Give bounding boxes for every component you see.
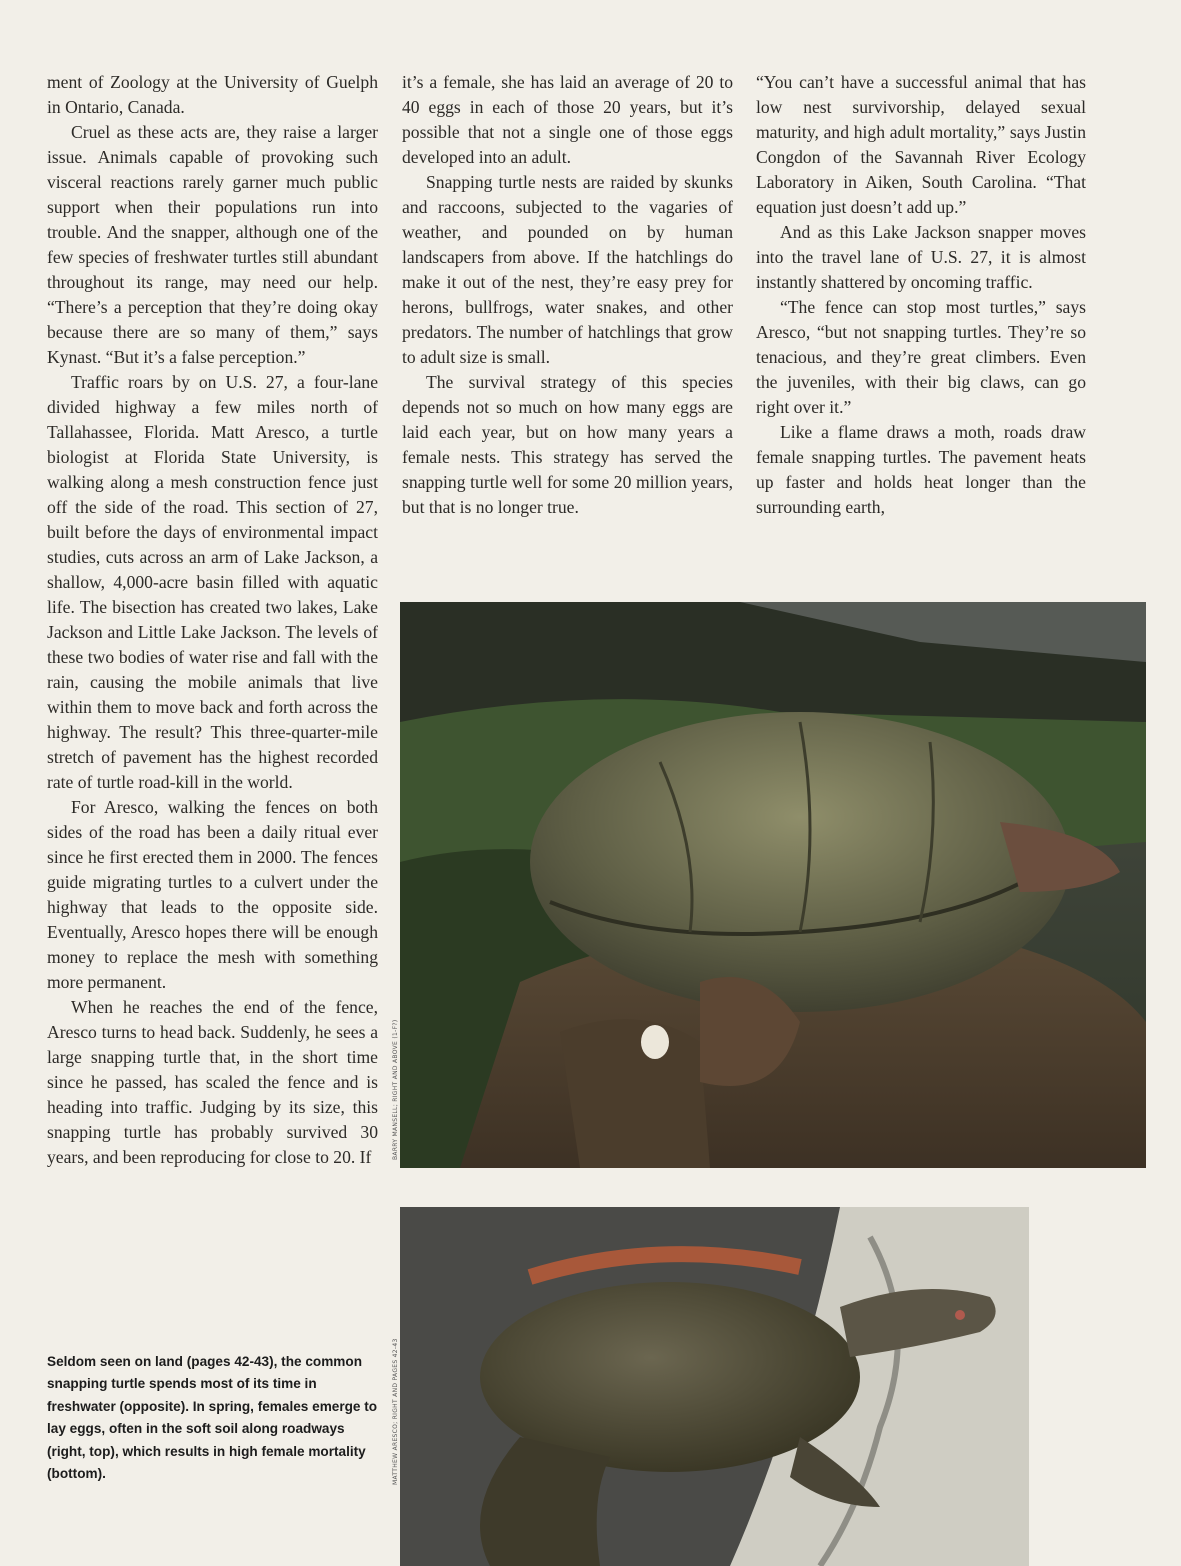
photo-credit: MATTHEW ARESCO; RIGHT AND PAGES 42-43	[392, 1338, 399, 1485]
paragraph: The survival strategy of this species depends not so much on how many eggs are laid each year, but on how many years a female nests. This strategy has served the snapping turtle well for some 20 million years, but that is no longer true.	[402, 372, 733, 517]
paragraph: Like a flame draws a moth, roads draw female snapping turtles. The pavement heats up faster and holds heat longer than the surrounding earth,	[756, 422, 1086, 517]
photo-credit: BARRY MANSELL; RIGHT AND ABOVE (1-F?)	[392, 1019, 399, 1160]
paragraph: Snapping turtle nests are raided by skunks and raccoons, subjected to the vagaries of weather, and pounded on by human landscapers from above. If the hatchlings do make it out of the nest, they’re easy prey for herons, bullfrogs, water snakes, and other predators. The number of hatchlings that grow to adult size is small.	[402, 172, 733, 367]
paragraph: When he reaches the end of the fence, Aresco turns to head back. Suddenly, he sees a large snapping turtle that, in the short time since he passed, has scaled the fence and is heading into traffic. Judging by its size, this snapping turtle has probably survived 30 years, and been reproducing for close to 20. If	[47, 997, 378, 1167]
paragraph: Cruel as these acts are, they raise a larger issue. Animals capable of provoking such visceral reactions rarely garner much public support when their populations run into trouble. And the snapper, although one of the few species of freshwater turtles still abundant throughout its range, may need our help. “There’s a perception that they’re doing okay because there are so many of them,” says Kynast. “But it’s a false perception.”	[47, 122, 378, 367]
photo-turtle-roadkill	[400, 1207, 1029, 1566]
photo-caption: Seldom seen on land (pages 42-43), the common snapping turtle spends most of its time in freshwater (opposite). In spring, females emerge to lay eggs, often in the soft soil along roadways (right, top), which results in high female mortality (bottom).	[47, 1354, 378, 1482]
paragraph: For Aresco, walking the fences on both sides of the road has been a daily ritual ever since he first erected them in 2000. The fences guide migrating turtles to a culvert under the highway that leads to the opposite side. Eventually, Aresco hopes there will be enough money to replace the mesh with something more permanent.	[47, 797, 378, 992]
paragraph: ment of Zoology at the University of Guelph in Ontario, Canada.	[47, 72, 378, 117]
paragraph: “You can’t have a successful animal that has low nest survivorship, delayed sexual maturity, and high adult mortality,” says Justin Congdon of the Savannah River Ecology Laboratory in Aiken, South Carolina. “That equation just doesn’t add up.”	[756, 72, 1086, 217]
paragraph: it’s a female, she has laid an average of 20 to 40 eggs in each of those 20 years, but it’s possible that not a single one of those eggs developed into an adult.	[402, 72, 733, 167]
article-column-2	[402, 70, 733, 520]
article-column-3	[756, 70, 1086, 520]
paragraph: Traffic roars by on U.S. 27, a four-lane divided highway a few miles north of Tallahassee, Florida. Matt Aresco, a turtle biologist at Florida State University, is walking along a mesh construction fence just off the side of the road. This section of 27, built before the days of environmental impact studies, cuts across an arm of Lake Jackson, a shallow, 4,000-acre basin filled with aquatic life. The bisection has created two lakes, Lake Jackson and Little Lake Jackson. The levels of these two bodies of water rise and fall with the rain, causing the mobile animals that live within them to move back and forth across the highway. The result? This three-quarter-mile stretch of pavement has the highest recorded rate of turtle road-kill in the world.	[47, 372, 378, 792]
article-column-1	[47, 70, 378, 1170]
paragraph: And as this Lake Jackson snapper moves into the travel lane of U.S. 27, it is almost instantly shattered by oncoming traffic.	[756, 222, 1086, 292]
paragraph: “The fence can stop most turtles,” says Aresco, “but not snapping turtles. They’re so tenacious, and they’re great climbers. Even the juveniles, with their big claws, can go right over it.”	[756, 297, 1086, 417]
photo-turtle-nesting	[400, 602, 1146, 1168]
